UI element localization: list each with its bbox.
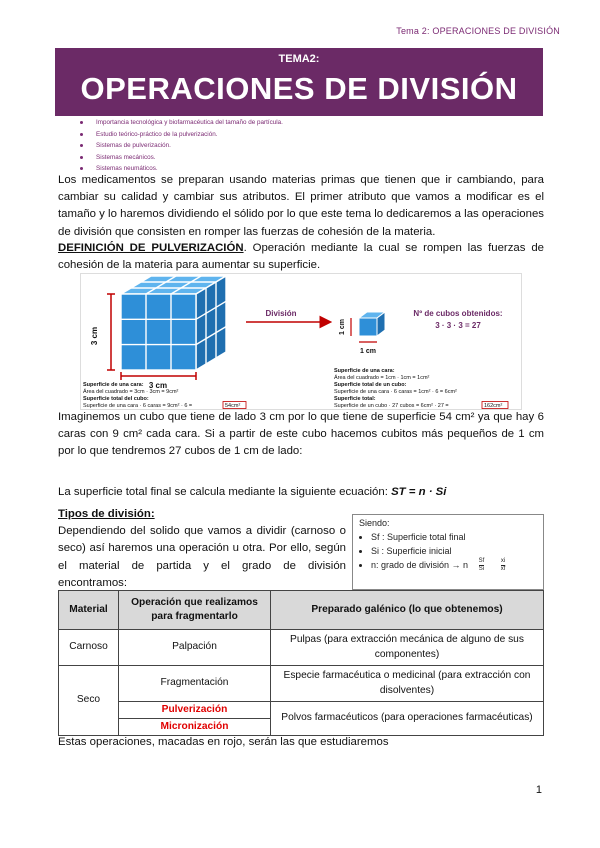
topic-list: [80, 117, 283, 175]
big-cube-height-label: 3 cm: [90, 326, 99, 346]
table-cell: Carnoso: [59, 630, 119, 666]
table-header-cell: Operación que realizamos para fragmentarlo: [119, 591, 271, 630]
big-cube-width-label: 3 cm: [148, 381, 168, 390]
note-line: Superficie de una cara · 6 caras = 9cm² · 6 =: [83, 403, 193, 409]
frac-den: Si: [478, 566, 485, 573]
legend-item: • Si : Superficie inicial: [371, 544, 543, 558]
definition-paragraph: [58, 240, 544, 274]
note-line: Superficie de una cara · 6 caras = 1cm² · 6 = 6cm²: [334, 389, 457, 395]
equation-line: [58, 484, 544, 501]
table-cell-highlight: Pulverización: [119, 702, 271, 719]
small-cube: [359, 312, 385, 336]
division-operations-table: [58, 590, 544, 736]
equation-formula: ST = n · Si: [391, 486, 447, 498]
topic-item: Sistemas neumáticos.: [80, 163, 283, 175]
title-banner: [55, 48, 543, 116]
banner-title: OPERACIONES DE DIVISIÓN: [80, 71, 518, 106]
equation-text: La superficie total final se calcula mediante la siguiente ecuación:: [58, 486, 392, 498]
note-line: Superficie total de un cubo:: [334, 382, 407, 388]
table-header-cell: Material: [59, 591, 119, 630]
small-cube-width-label: 1 cm: [360, 348, 376, 355]
running-header: Tema 2: OPERACIONES DE DIVISIÓN: [396, 26, 560, 36]
definition-term: DEFINICIÓN DE PULVERIZACIÓN: [58, 242, 244, 254]
topic-item: Sistemas mecánicos.: [80, 152, 283, 164]
note-line: Superficie de una cara:: [83, 382, 144, 388]
table-row: [59, 702, 544, 719]
fraction-surface: [479, 558, 485, 573]
frac-num: xi: [500, 558, 506, 565]
note-line: Superficie total del cubo:: [83, 396, 149, 402]
cube-explanation: Imaginemos un cubo que tiene de lado 3 cm por lo que tiene de superficie 54 cm² ya que hay 6 caras con 9 cm² cada cara. Si a partir de este cubo hacemos cubitos más pequeños de 1 cm por lo que tendremos 27 cubos de 1 cm de lado:: [58, 411, 544, 458]
table-cell: Palpación: [119, 630, 271, 666]
small-cubes-surface-result: 162cm²: [484, 403, 503, 409]
cube-count-expression: 3 · 3 · 3 = 27: [435, 321, 481, 330]
legend-item: • Sf : Superficie total final: [371, 530, 543, 544]
banner-subtitle: TEMA2:: [278, 53, 320, 65]
definition-text: . Operación mediante la cual se rompen las fuerzas de cohesión de la materia para aumentar su superficie.: [58, 242, 544, 272]
division-arrow-label: División: [265, 309, 297, 318]
types-heading: Tipos de división:: [58, 508, 155, 520]
cube-division-figure: [80, 273, 522, 410]
table-row: [59, 630, 544, 666]
legend-box: [352, 514, 544, 590]
frac-num: Sf: [478, 558, 485, 565]
note-line: Superficie de un cubo · 27 cubos = 6cm² · 27 =: [334, 403, 449, 409]
legend-degree-text: n: grado de división → n: [371, 560, 469, 570]
topic-item: Sistemas de pulverización.: [80, 140, 283, 152]
table-cell: Fragmentación: [119, 666, 271, 702]
table-row: [59, 666, 544, 702]
big-cube-surface-result: 54cm²: [225, 403, 241, 409]
page-number: 1: [535, 784, 542, 796]
note-line: Superficie total:: [334, 396, 376, 402]
frac-den: xf: [500, 566, 506, 573]
legend-item: [371, 558, 543, 573]
table-cell: Pulpas (para extracción mecánica de alguno de sus componentes): [271, 630, 544, 666]
table-cell: Especie farmacéutica o medicinal (para extracción con disolventes): [271, 666, 544, 702]
note-line: Superficie de una cara:: [334, 368, 395, 374]
topic-item: Importancia tecnológica y biofarmacéutica del tamaño de partícula.: [80, 117, 283, 129]
cube-count-title: Nº de cubos obtenidos:: [413, 309, 503, 318]
table-cell: Seco: [59, 666, 119, 736]
types-section: [58, 506, 346, 592]
types-text: Dependiendo del solido que vamos a dividir (carnoso o seco) así haremos una operación u otra. Por ello, según el material de partida y el grado de división encontramos:: [58, 525, 346, 589]
cube-diagram: [81, 274, 521, 409]
intro-paragraph: Los medicamentos se preparan usando materias primas que tienen que ir cambiando, para cambiar su calidad y cambiar sus atributos. El primer atributo que vamos a modificar es el tamaño y lo haremos dividiendo el sólido por lo que este tema lo dedicaremos a las operaciones de división que consisten en romper las fuerzas de cohesión de la materia.: [58, 174, 544, 238]
small-cube-height-label: 1 cm: [339, 319, 346, 335]
table-cell-highlight: Micronización: [119, 719, 271, 736]
note-line: Área del cuadrado = 1cm · 1cm = 1cm²: [334, 375, 430, 381]
note-line: Área del cuadrado = 3cm · 3cm = 9cm²: [83, 389, 179, 395]
legend-title: Siendo:: [359, 518, 390, 528]
table-header-row: [59, 591, 544, 630]
table-cell: Polvos farmacéuticos (para operaciones farmacéuticas): [271, 702, 544, 736]
table-footnote: Estas operaciones, macadas en rojo, serán las que estudiaremos: [58, 736, 389, 748]
big-cube: [121, 276, 226, 370]
fraction-size: [501, 558, 506, 573]
topic-item: Estudio teórico-práctico de la pulverización.: [80, 129, 283, 141]
small-cubes-notes: [334, 368, 508, 409]
table-header-cell: Preparado galénico (lo que obtenemos): [271, 591, 544, 630]
